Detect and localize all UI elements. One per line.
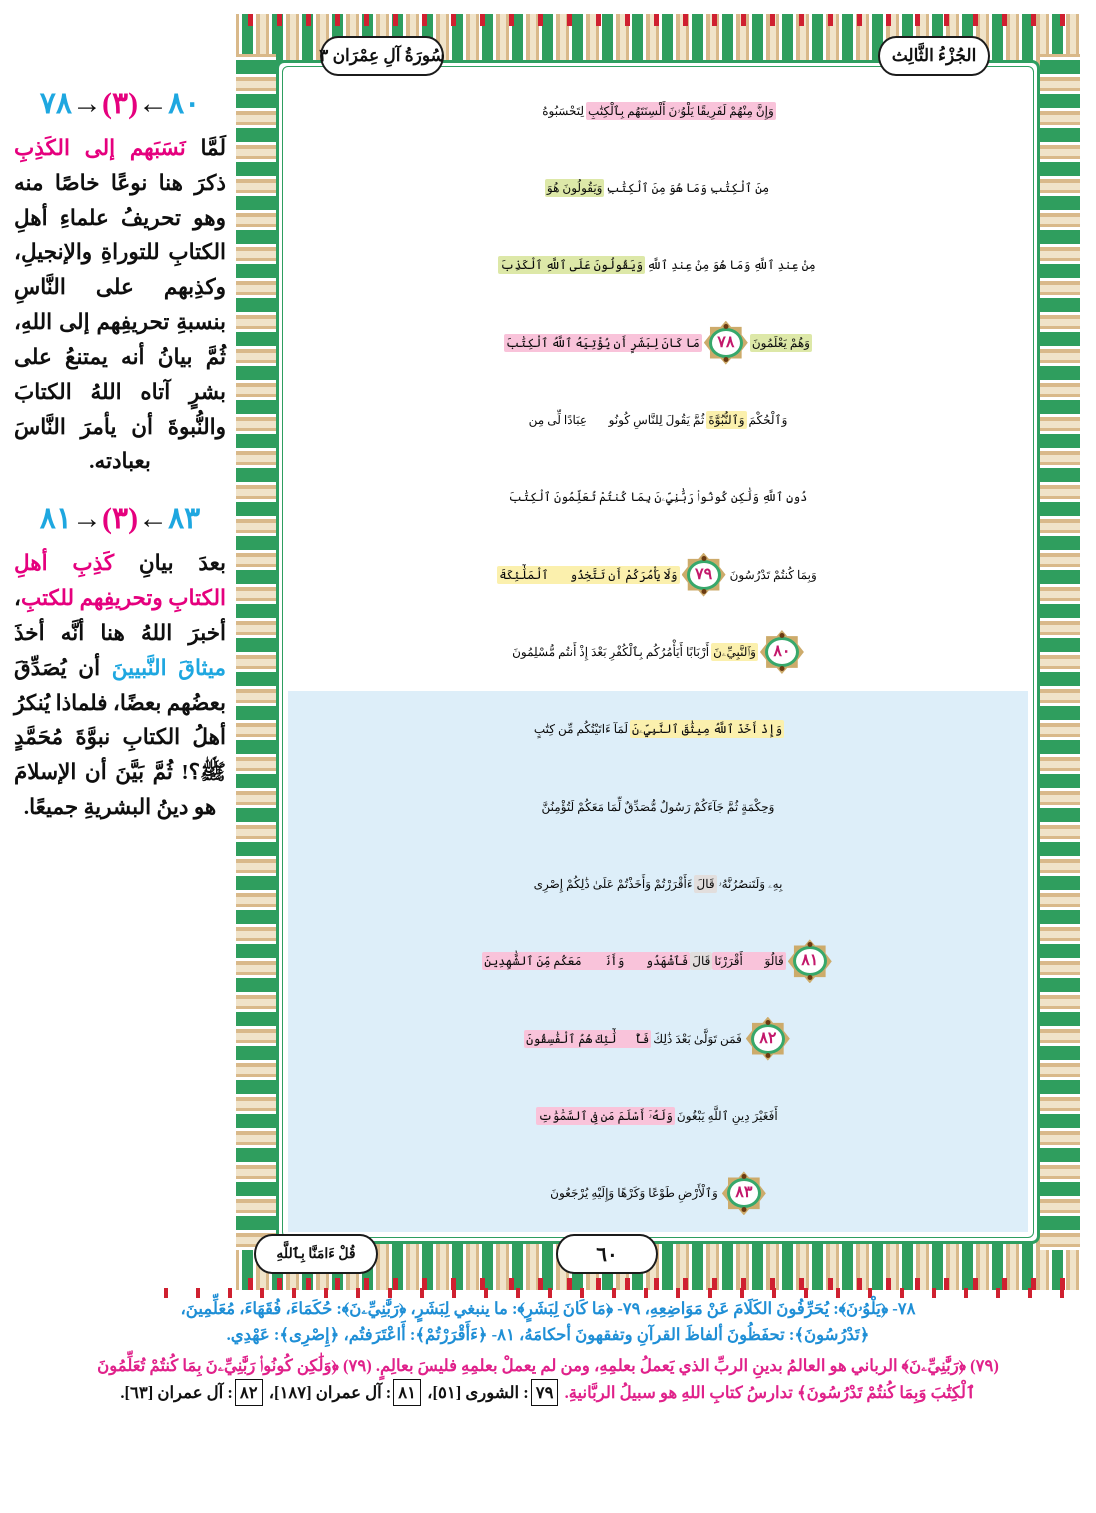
frame-left-band <box>236 54 276 1250</box>
ayah-number-marker <box>682 553 726 597</box>
ayah-text-segment: ءَأَقْرَرْتُمْ وَأَخَذْتُمْ عَلَىٰ ذَٰلِكُمْ إِصْرِى <box>533 876 693 891</box>
ayah-text-segment: فَأُو۟لَٰٓئِكَ هُمُ ٱلْفَٰسِقُونَ <box>526 1031 650 1046</box>
ayah-line <box>288 845 1028 922</box>
ayah-number: ٨١ <box>796 949 824 973</box>
page-number-cartouche <box>556 1234 658 1274</box>
footnote-ref-citation: : آل عمران [١٨٧]، <box>264 1382 392 1402</box>
ayah-text-segment: وَحِكْمَةٍ ثُمَّ جَآءَكُمْ رَسُولٌ مُّصَدِّقٌ لِّمَا مَعَكُمْ لَتُؤْمِنُنَّ <box>541 799 775 814</box>
ayah-text-segment: مِنَ ٱلْكِتَٰبِ وَمَا هُوَ مِنَ ٱلْكِتَٰبِ <box>606 180 770 195</box>
rosette-dot-top <box>701 556 706 561</box>
rosette-dot-bottom <box>779 666 784 671</box>
ayah-text-segment: وَهُمْ يَعْلَمُونَ <box>751 335 810 350</box>
footnote-line-4-text: ٱلْكِتَٰبَ وَبِمَا كُنتُمْ تَدْرُسُونَ﴾ تدارسُ كتابِ اللهِ هو سبيلُ الربَّانيةِ. <box>560 1382 976 1402</box>
ayah-text-segment: وَإِنَّ مِنْهُمْ لَفَرِيقًا يَلْوُۥنَ أَلْسِنَتَهُم بِٱلْكِتَٰبِ <box>588 103 774 118</box>
ayah-text-segment: وَيَقُولُونَ عَلَى ٱللَّهِ ٱلْكَذِبَ <box>500 258 643 273</box>
footnote-ref-number: ٨١ <box>393 1379 421 1407</box>
ayah-text-segment: وَبِمَا كُنتُمْ تَدْرُسُونَ <box>729 567 817 582</box>
verse-range-from: ٨١ <box>39 502 72 536</box>
rosette-dot-bottom <box>741 1207 746 1212</box>
ayah-text-segment: أَرْبَابًا أَيَأْمُرُكُم بِٱلْكُفْرِ بَعْدَ إِذْ أَنتُم مُّسْلِمُونَ <box>512 644 710 659</box>
frame-top-spikes <box>236 14 1080 26</box>
footnote-line-3: (٧٩) ﴿رَبَّٰنِيِّۦنَ﴾ الرباني هو العالمُ بدينِ الربِّ الذي يَعملُ بعلمِهِ، ومن لم يعملْ بعلمِهِ فليسَ بعالِمٍ. (٧٩) ﴿وَلَٰكِن كُونُوا۟ رَبَّٰنِيِّۦنَ بِمَا كُنتُمْ تُعَلِّمُونَ <box>97 1356 999 1376</box>
ayah-text-segment: لَمَآ ءَاتَيْتُكُم مِّن كِتَٰبٍ <box>533 722 628 737</box>
surah-number: (٣) <box>101 87 139 120</box>
sidebar-text-span: بعدَ بيانِ <box>114 551 227 576</box>
ayah-line <box>288 536 1028 613</box>
ayah-text-segment: مَا كَانَ لِبَشَرٍ أَن يُؤْتِيَهُ ٱللَّهُ ٱلْكِتَٰبَ <box>506 335 700 350</box>
ornamental-frame <box>236 14 1080 1290</box>
ayah-text-segment: أَفَغَيْرَ دِينِ ٱللَّهِ يَبْغُونَ <box>676 1108 778 1123</box>
ayah-number-marker <box>704 321 748 365</box>
page-number: ٦٠ <box>596 1243 618 1266</box>
ayah-number: ٧٩ <box>690 563 718 587</box>
ayah-text-segment: وَيَقُولُونَ هُوَ <box>546 180 603 195</box>
ayah-text-segment: قَالُوٓا۟ أَقْرَرْنَا <box>714 954 784 969</box>
footnote-ref-number: ٨٢ <box>235 1379 263 1407</box>
sidebar-text-span: أن يُصَدِّقَ بعضُهم بعضًا، فلماذا يُنكرُ أهلُ الكتابِ نبوَّةَ مُحَمَّدٍ ﷺ؟! ثُمَّ بَيَّنَ أن الإسلامَ هو دينُ البشريةِ جميعًا. <box>14 655 226 820</box>
rosette-dot-top <box>807 942 812 947</box>
surah-title-text: سُورَةُ آلِ عِمْرَان ٣ <box>319 46 445 65</box>
footnote-ref-citation: : الشورى [٥١]، <box>423 1382 529 1402</box>
sidebar-text-span: نَسَبَهم إلى الكَذِبِ <box>14 136 186 160</box>
ayah-line <box>288 1155 1028 1232</box>
juz-cartouche <box>878 36 990 76</box>
rosette-dot-top <box>723 324 728 329</box>
sidebar-block-2-heading: ٨٣←(٣)→٨١ <box>39 502 201 536</box>
verse-range-to: ٨٣ <box>168 502 201 536</box>
ayah-text-segment: وَٱلْحُكْمَ <box>748 412 788 427</box>
ayah-line <box>288 381 1028 458</box>
ayah-number: ٨٣ <box>730 1181 758 1205</box>
ayah-line <box>288 613 1028 690</box>
footnote-references <box>16 1379 1080 1407</box>
ayah-line <box>288 1000 1028 1077</box>
ayah-text-segment: وَلَهُۥٓ أَسْلَمَ مَن فِى ٱلسَّمَٰوَٰتِ <box>538 1108 673 1123</box>
ayah-line <box>288 227 1028 304</box>
rosette-dot-bottom <box>807 975 812 980</box>
ayah-number-marker <box>722 1171 766 1215</box>
sidebar-block-2-text <box>14 546 226 825</box>
ayah-text-segment: وَٱلْأَرْضِ طَوْعًا وَكَرْهًا وَإِلَيْهِ يُرْجَعُونَ <box>550 1186 718 1201</box>
ayah-text-segment: مِنْ عِندِ ٱللَّهِ وَمَا هُوَ مِنْ عِندِ ٱللَّهِ <box>646 258 816 273</box>
ayah-number: ٨٢ <box>754 1027 782 1051</box>
rosette-dot-top <box>779 633 784 638</box>
rosette-dot-top <box>741 1174 746 1179</box>
sidebar-text-span: ذكرَ هنا نوعًا خاصًا منه وهو تحريفُ علماءِ أهلِ الكتابِ للتوراةِ والإنجيلِ، وكذِبهم على النَّاسِ بنسبةِ تحريفِهم إلى اللهِ، ثُمَّ بيانُ أنه يمتنعُ على بشرٍ آتاه اللهُ الكتابَ والنُّبوةَ أن يأمرَ النَّاسَ بعبادته. <box>14 170 226 474</box>
ayah-text-segment: وَٱلنُّبُوَّةَ <box>708 412 745 427</box>
ayah-line <box>288 923 1028 1000</box>
rosette-dot-top <box>765 1020 770 1025</box>
juz-text: الجُزْءُ الثَّالِث <box>891 46 977 65</box>
ayah-line <box>288 691 1028 768</box>
ayah-line <box>288 72 1028 149</box>
sidebar-commentary <box>14 86 226 825</box>
ayah-number-marker <box>788 939 832 983</box>
ayah-line <box>288 304 1028 381</box>
ayah-text-segment: ثُمَّ يَقُولَ لِلنَّاسِ كُونُوا۟ عِبَادًا لِّى مِن <box>528 412 705 427</box>
ayah-line <box>288 149 1028 226</box>
surah-number: (٣) <box>101 502 139 536</box>
ayah-text-segment: فَٱشْهَدُوا۟ وَأَنَا۠ مَعَكُم مِّنَ ٱلشَّٰهِدِينَ <box>484 954 689 969</box>
footnote-line-1: ٧٨- ﴿يَلْوُۥنَ﴾: يُحَرِّفُونَ الكَلَامَ عَنْ مَوَاضِعِهِ، ٧٩- ﴿مَا كَانَ لِبَشَرٍ﴾: ما ينبغي لِبَشَرٍ، ﴿رَبَّٰنِيِّۦنَ﴾: حُكَمَاءَ، فُقَهَاءَ، مُعَلِّمِينَ، <box>180 1299 916 1318</box>
ayah-text-segment: فَمَن تَوَلَّىٰ بَعْدَ ذَٰلِكَ <box>653 1031 742 1046</box>
ayah-number: ٨٠ <box>768 640 796 664</box>
verse-range-to: ٨٠ <box>168 87 201 120</box>
ayah-text-segment: دُونِ ٱللَّهِ وَلَٰكِن كُونُوا۟ رَبَّٰنِيِّۦنَ بِمَا كُنتُمْ تُعَلِّمُونَ ٱلْكِتَٰبَ <box>508 490 808 505</box>
footer-phrase-text: قُلْ ءَامَنَّا بِٱللَّهِ <box>276 1246 356 1262</box>
quran-text-body <box>288 72 1028 1232</box>
rosette-dot-bottom <box>765 1053 770 1058</box>
ayah-text-segment: قَالَ <box>692 954 711 969</box>
footnotes <box>16 1296 1080 1406</box>
rosette-dot-bottom <box>701 589 706 594</box>
sidebar-block-1-text <box>14 131 226 479</box>
ayah-text-segment: قَالَ <box>696 876 715 891</box>
ayah-line <box>288 459 1028 536</box>
ayah-line <box>288 768 1028 845</box>
ayah-text-segment: بِهِۦ وَلَتَنصُرُنَّهُۥ <box>718 876 783 891</box>
ayah-text-segment: وَلَا يَأْمُرَكُمْ أَن تَتَّخِذُوا۟ ٱلْمَلَٰٓئِكَةَ <box>499 567 678 582</box>
verse-range-from: ٧٨ <box>39 87 72 120</box>
sidebar-block-1-heading: ٨٠←(٣)→٧٨ <box>39 87 201 120</box>
sidebar-text-span: لَمَّا <box>185 136 226 160</box>
ayah-number-marker <box>760 630 804 674</box>
rosette-dot-bottom <box>723 357 728 362</box>
sidebar-text-span: كَذِبِ أهلِ الكتابِ وتحريفِهم للكتبِ <box>14 551 226 611</box>
footnote-ref-citation: : آل عمران [٦٣]. <box>120 1382 233 1402</box>
surah-title-cartouche <box>320 36 444 76</box>
footnote-line-2: ﴿تَدْرُسُونَ﴾: تحفَظُونَ ألفاظَ القرآنِ وتفقهونَ أحكامَهُ، ٨١- ﴿ءَأَقْرَرْتُمْ﴾: أَاعْتَرَفتُم، ﴿إِصْرِى﴾: عَهْدِي. <box>226 1324 870 1344</box>
sidebar-text-span: ميثاقَ النَّبيينَ <box>111 655 226 680</box>
ayah-text-segment: وَٱلنَّبِيِّۦنَ <box>713 644 756 659</box>
sidebar-block-2 <box>14 501 226 825</box>
ayah-number: ٧٨ <box>712 331 740 355</box>
sidebar-block-1 <box>14 86 226 479</box>
footer-phrase-cartouche <box>254 1234 378 1274</box>
ayah-line <box>288 1077 1028 1154</box>
ayah-number-marker <box>746 1017 790 1061</box>
frame-right-band <box>1040 54 1080 1250</box>
ayah-text-segment: وَإِذْ أَخَذَ ٱللَّهُ مِيثَٰقَ ٱلنَّبِيِّۦنَ <box>631 722 783 737</box>
ayah-text-segment: لِتَحْسَبُوهُ <box>542 103 585 118</box>
sidebar-text-span: ، أخبرَ اللهُ هنا أنَّه أخذَ <box>14 586 226 645</box>
footnote-ref-number: ٧٩ <box>531 1379 559 1407</box>
